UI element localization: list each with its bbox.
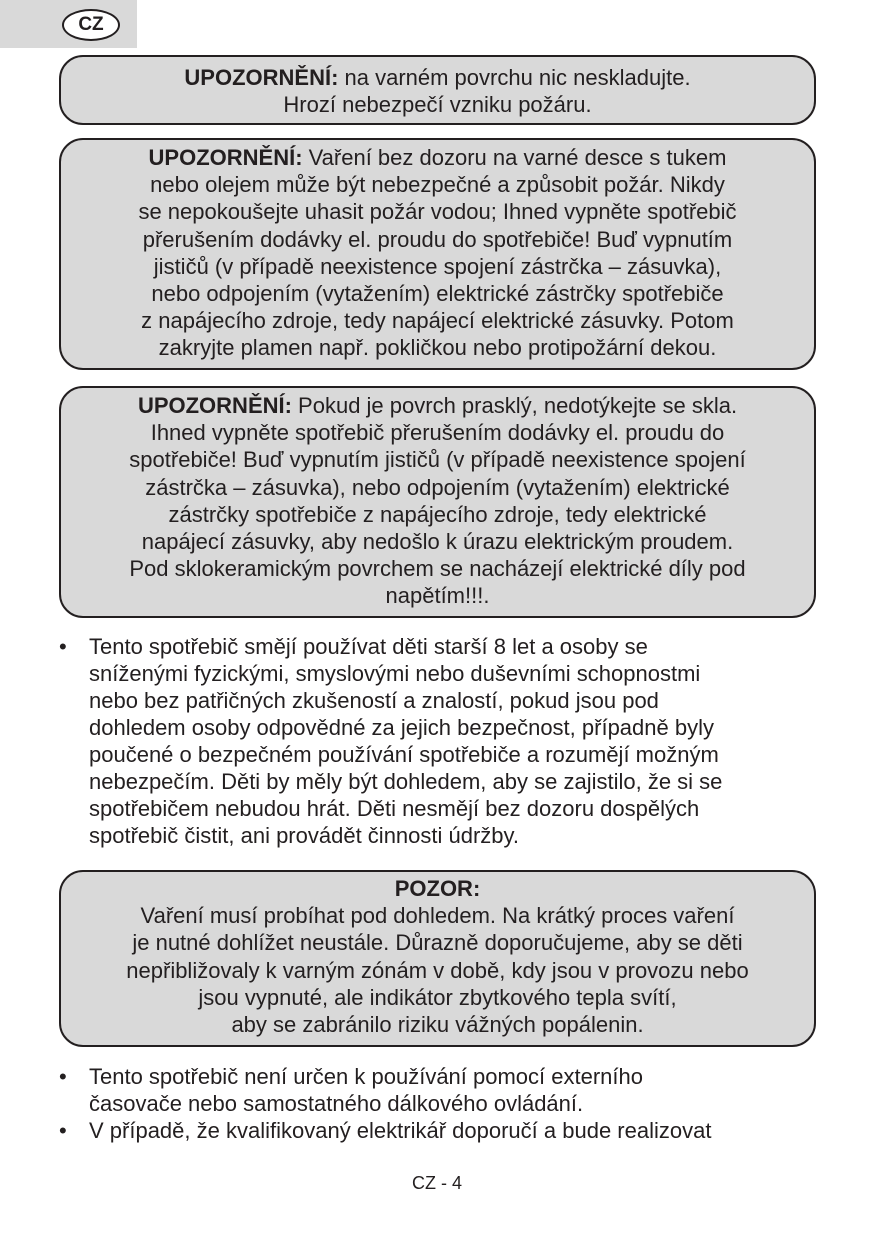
warning-heading: UPOZORNĚNÍ: xyxy=(148,145,303,170)
warning-line: Pod sklokeramickým povrchem se nacházejí elektrické díly pod xyxy=(129,556,746,582)
caution-line: Vaření musí probíhat pod dohledem. Na krátký proces vaření xyxy=(140,903,735,929)
page-number: CZ - 4 xyxy=(411,1173,462,1193)
warning-line: napětím!!!. xyxy=(385,583,490,609)
bullet-list xyxy=(59,1063,839,1144)
warning-line: UPOZORNĚNÍ: na varném povrchu nic neskladujte. xyxy=(184,65,691,90)
warning-line: zástrčka – zásuvka), nebo odpojením (vytažením) elektrické xyxy=(145,474,730,500)
bullet-item-timer: • Tento spotřebič není určen k používání pomocí externího časovače nebo samostatného dálkového ovládání. xyxy=(59,1063,839,1117)
warning-box-cracked-surface xyxy=(59,386,816,618)
language-badge: CZ xyxy=(62,9,120,41)
warning-line: spotřebiče! Buď vypnutím jističů (v případě neexistence spojení xyxy=(129,447,746,473)
warning-line: zakryjte plamen např. pokličkou nebo protipožární dekou. xyxy=(158,335,717,361)
caution-line: aby se zabránilo riziku vážných popálenin. xyxy=(231,1012,644,1038)
bullet-item-children: • Tento spotřebič smějí používat děti starší 8 let a osoby se sníženými fyzickými, smyslovými nebo duševními schopnostmi nebo bez patřičných zkušeností a znalostí, pokud jsou pod dohledem osoby odpovědné za jejich bezpečnost, případně byly poučené o bezpečném používání spotřebiče a rozumějí možným nebezpečím. Děti by měly být dohledem, aby se zajistilo, že si se spotřebičem nebudou hrát. Děti nesmějí bez dozoru dospělých spotřebič čistit, ani provádět činnosti údržby. xyxy=(59,633,839,849)
warning-box-storage xyxy=(59,55,816,125)
caution-line: jsou vypnuté, ale indikátor zbytkového tepla svítí, xyxy=(198,984,677,1010)
warning-line: Hrozí nebezpečí vzniku požáru. xyxy=(283,92,592,118)
warning-line: jističů (v případě neexistence spojení zástrčka – zásuvka), xyxy=(153,253,722,279)
warning-line: z napájecího zdroje, tedy napájecí elektrické zásuvky. Potom xyxy=(141,308,734,334)
language-tab xyxy=(0,0,137,48)
caution-line: je nutné dohlížet neustále. Důrazně doporučujeme, aby se děti xyxy=(132,930,743,956)
bullet-item-electrician: • V případě, že kvalifikovaný elektrikář doporučí a bude realizovat xyxy=(59,1117,839,1144)
warning-heading: UPOZORNĚNÍ: xyxy=(137,393,292,418)
warning-line: napájecí zásuvky, aby nedošlo k úrazu elektrickým proudem. xyxy=(141,529,734,555)
caution-line: nepřibližovaly k varným zónám v době, kdy jsou v provozu nebo xyxy=(126,957,749,983)
bullet-list xyxy=(59,633,839,849)
warning-line: zástrčky spotřebiče z napájecího zdroje, tedy elektrické xyxy=(168,501,707,527)
warning-line: přerušením dodávky el. proudu do spotřebiče! Buď vypnutím xyxy=(142,226,733,252)
warning-line: nebo odpojením (vytažením) elektrické zástrčky spotřebiče xyxy=(151,281,724,307)
warning-line: UPOZORNĚNÍ: Pokud je povrch prasklý, nedotýkejte se skla. xyxy=(137,393,738,418)
warning-line: Ihned vypněte spotřebič přerušením dodávky el. proudu do xyxy=(150,420,725,446)
warning-heading: UPOZORNĚNÍ: xyxy=(184,65,339,90)
warning-line: nebo olejem může být nebezpečné a způsobit požár. Nikdy xyxy=(150,172,725,198)
warning-box-fire xyxy=(59,138,816,370)
caution-box-supervision xyxy=(59,870,816,1047)
caution-heading: POZOR: xyxy=(394,876,481,901)
warning-line: UPOZORNĚNÍ: Vaření bez dozoru na varné desce s tukem xyxy=(148,145,727,170)
warning-line: se nepokoušejte uhasit požár vodou; Ihned vypněte spotřebič xyxy=(138,199,737,225)
